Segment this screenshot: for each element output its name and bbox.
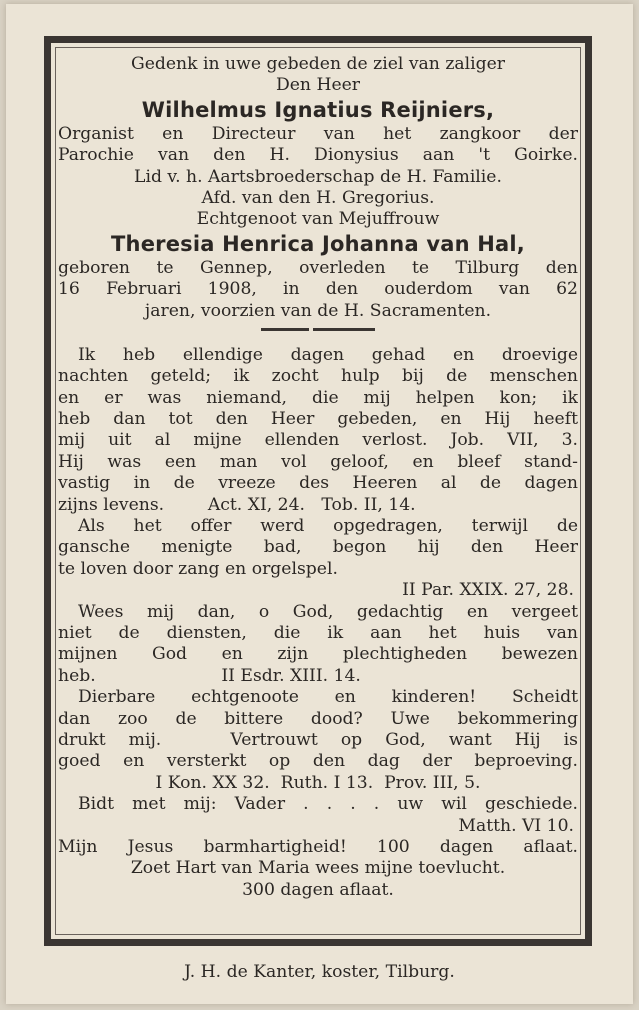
verse-line: mijnen God en zijn plechtigheden bewezen: [58, 644, 578, 665]
verse-line: gansche menigte bad, begon hij den Heer: [58, 537, 578, 558]
birth-death-line-1: geboren te Gennep, overleden te Tilburg den: [58, 257, 578, 278]
indulgence-line: Mijn Jesus barmhartigheid! 100 dagen aflaat.: [58, 836, 578, 857]
scripture-reference: II Par. XXIX. 27, 28.: [402, 580, 574, 601]
verse-line: Wees mij dan, o God, gedachtig en vergeet: [78, 601, 578, 622]
scripture-reference: I Kon. XX 32. Ruth. I 13. Prov. III, 5.: [155, 772, 481, 793]
verse-line: mij uit al mijne ellenden verlost. Job. VII, 3.: [58, 430, 578, 451]
verse-line: dan zoo de bittere dood? Uwe bekommering: [58, 708, 578, 729]
verse-line: te loven door zang en orgelspel.: [58, 558, 338, 579]
verse-line: zijns levens. Act. XI, 24. Tob. II, 14.: [58, 494, 416, 515]
verse-line: Ik heb ellendige dagen gehad en droevige: [78, 344, 578, 365]
verse-line: Dierbare echtgenoote en kinderen! Scheidt: [78, 687, 578, 708]
department-line: Afd. van den H. Gregorius.: [201, 187, 435, 208]
prayer-line: Bidt met mij: Vader . . . . uw wil geschiede.: [78, 794, 578, 815]
indulgence-line: 300 dagen aflaat.: [242, 879, 394, 900]
verse-line: niet de diensten, die ik aan het huis van: [58, 622, 578, 643]
occupation-line-1: Organist en Directeur van het zangkoor der: [58, 123, 578, 144]
verse-line: nachten geteld; ik zocht hulp bij de menschen: [58, 366, 578, 387]
printer-imprint: J. H. de Kanter, koster, Tilburg.: [184, 962, 455, 982]
card-content: [58, 54, 578, 901]
birth-death-line-2: 16 Februari 1908, in den ouderdom van 62: [58, 279, 578, 300]
verse-line: goed en versterkt op den dag der beproeving.: [58, 751, 578, 772]
verse-line: heb dan tot den Heer gebeden, en Hij heeft: [58, 409, 578, 430]
honorific: Den Heer: [275, 75, 361, 96]
occupation-line-2: Parochie van den H. Dionysius aan 't Goirke.: [58, 145, 578, 166]
membership-line: Lid v. h. Aartsbroederschap de H. Familie.: [134, 166, 502, 187]
verse-line: vastig in de vreeze des Heeren al de dagen: [58, 473, 578, 494]
verse-line: drukt mij. Vertrouwt op God, want Hij is: [58, 729, 578, 750]
verse-line: Hij was een man vol geloof, en bleef stand-: [58, 451, 578, 472]
verse-line: heb. II Esdr. XIII. 14.: [58, 665, 361, 686]
indulgence-line: Zoet Hart van Maria wees mijne toevlucht.: [130, 858, 506, 879]
birth-death-line-3: jaren, voorzien van de H. Sacramenten.: [144, 300, 492, 321]
verse-line: Als het offer werd opgedragen, terwijl de: [78, 516, 578, 537]
verse-line: en er was niemand, die mij helpen kon; ik: [58, 387, 578, 408]
scripture-reference: Matth. VI 10.: [458, 815, 574, 836]
spouse-name: Theresia Henrica Johanna van Hal,: [111, 231, 525, 256]
divider-rule: [261, 328, 375, 331]
deceased-name: Wilhelmus Ignatius Reijniers,: [141, 97, 495, 122]
spouse-intro: Echtgenoot van Mejuffrouw: [196, 209, 440, 230]
memorial-intro: Gedenk in uwe gebeden de ziel van zaliger: [130, 54, 506, 74]
